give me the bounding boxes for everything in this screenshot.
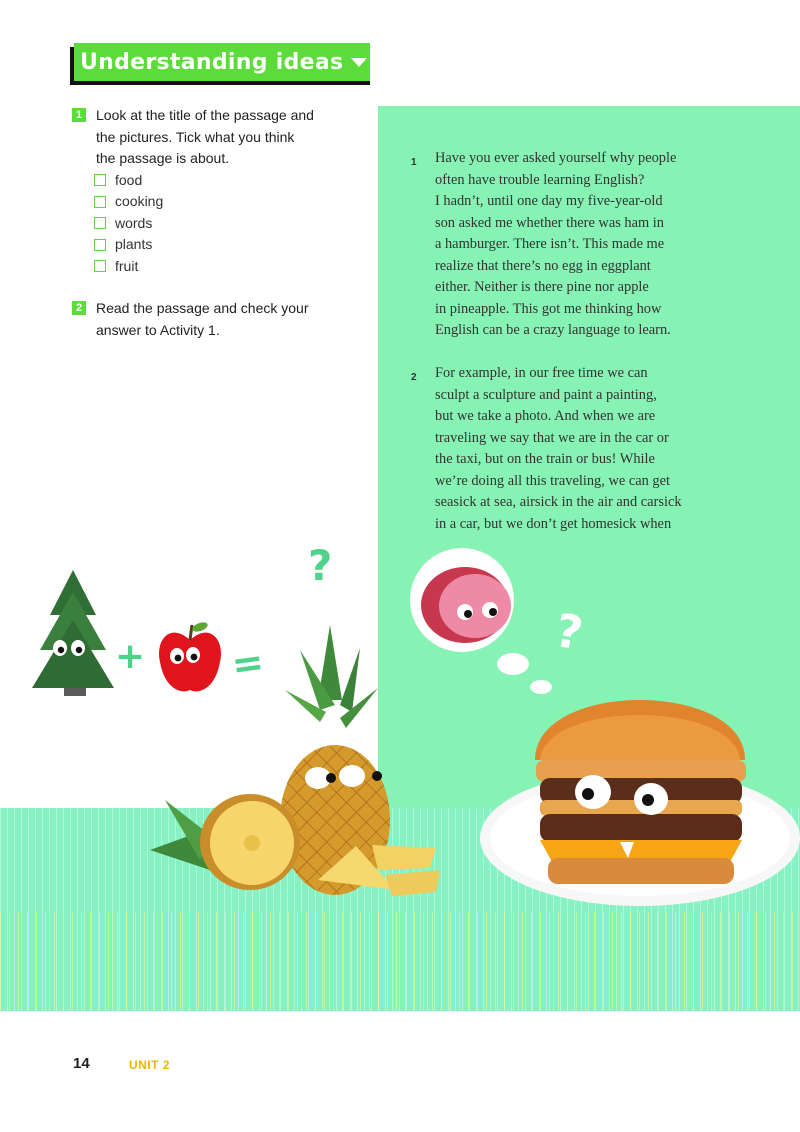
paragraph-number: 2 <box>411 372 417 383</box>
plus-symbol: + <box>115 636 146 677</box>
question-mark-2: ? <box>551 602 587 661</box>
passage-line: English can be a crazy language to learn. <box>435 322 671 338</box>
passage-line: a hamburger. There isn’t. This made me <box>435 236 665 252</box>
passage-line: realize that there’s no egg in eggplant <box>435 257 651 274</box>
question-mark-1: ? <box>308 541 333 590</box>
passage-line: we’re doing all this traveling, we can get <box>435 472 670 489</box>
equals-symbol: = <box>228 639 267 688</box>
passage-line: seasick at sea, airsick in the air and carsick <box>435 494 682 510</box>
option-label: fruit <box>115 257 139 274</box>
instruction-line: the pictures. Tick what you think <box>96 128 295 145</box>
instruction-line: Read the passage and check your <box>96 300 309 316</box>
passage-line: often have trouble learning English? <box>435 171 645 188</box>
passage-line: but we take a photo. And when we are <box>435 408 656 424</box>
passage-line: sculpt a sculpture and paint a painting, <box>435 386 657 403</box>
passage-line: Have you ever asked yourself why people <box>435 150 677 166</box>
option-label: cooking <box>115 193 164 209</box>
pine-tree-icon <box>32 570 114 696</box>
hamburger-icon <box>480 700 800 906</box>
instruction-line: the passage is about. <box>96 150 230 166</box>
activity-number-badge: 2 <box>72 301 86 315</box>
passage-line: traveling we say that we are in the car or <box>435 429 669 446</box>
page-number: 14 <box>73 1055 90 1072</box>
option-label: words <box>115 214 153 231</box>
passage-line: the taxi, but on the train or bus! While <box>435 451 655 467</box>
passage-line: either. Neither is there pine nor apple <box>435 279 649 295</box>
option-label: food <box>115 171 143 188</box>
instruction-line: answer to Activity 1. <box>96 321 220 338</box>
instruction-line: Look at the title of the passage and <box>96 107 314 123</box>
paragraph-number: 1 <box>411 157 417 168</box>
unit-label: UNIT 2 <box>129 1058 171 1072</box>
passage-line: in a car, but we don’t get homesick when <box>435 515 672 532</box>
passage-line: son asked me whether there was ham in <box>435 214 664 231</box>
passage-line: I hadn’t, until one day my five-year-old <box>435 193 663 209</box>
passage-line: For example, in our free time we can <box>435 365 648 381</box>
apple-icon <box>159 621 221 692</box>
passage-line: in pineapple. This got me thinking how <box>435 300 662 317</box>
section-title: Understanding ideas <box>80 49 344 75</box>
activity-number-badge: 1 <box>72 108 86 122</box>
option-label: plants <box>115 236 153 252</box>
